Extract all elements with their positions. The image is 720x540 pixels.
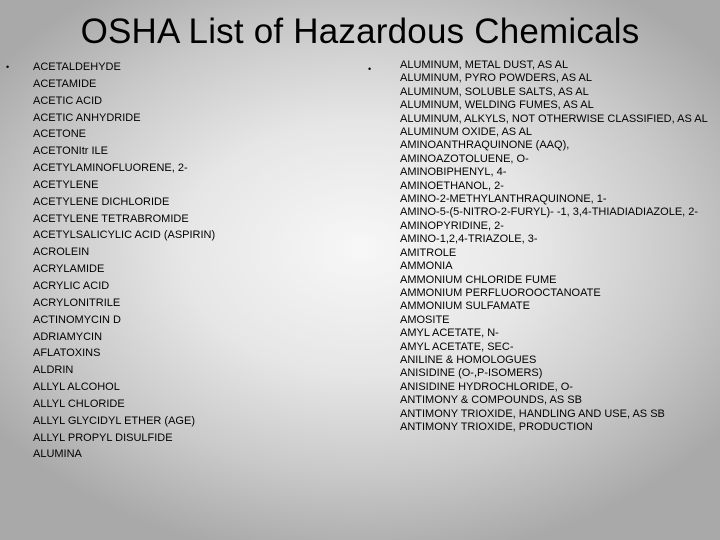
- chemical-item: AMOSITE: [400, 313, 450, 326]
- chemical-item: ACETYLENE DICHLORIDE: [33, 195, 170, 208]
- chemical-item: ANTIMONY & COMPOUNDS, AS SB: [400, 394, 582, 407]
- chemical-item: AMMONIA: [400, 260, 453, 273]
- chemical-item: AMINO-1,2,4-TRIAZOLE, 3-: [400, 233, 538, 246]
- chemical-item: ALLYL ALCOHOL: [33, 381, 120, 394]
- chemical-item: AMINO-5-(5-NITRO-2-FURYL)- -1, 3,4-THIADIADIAZOLE, 2-: [400, 206, 699, 219]
- chemical-item: AMINO-2-METHYLANTHRAQUINONE, 1-: [400, 193, 607, 206]
- chemical-item: ALDRIN: [33, 364, 74, 377]
- chemical-item: ACRYLAMIDE: [33, 263, 105, 276]
- chemical-item: ACRYLIC ACID: [33, 279, 110, 292]
- chemical-item: AMITROLE: [400, 246, 457, 259]
- chemical-item: AMINOETHANOL, 2-: [400, 179, 504, 192]
- bullet-icon: •: [368, 64, 372, 74]
- chemical-item: AMINOANTHRAQUINONE (AAQ),: [400, 139, 570, 152]
- bullet-icon: •: [6, 62, 10, 72]
- chemical-item: ANISIDINE HYDROCHLORIDE, O-: [400, 380, 573, 393]
- chemical-item: ALUMINUM, METAL DUST, AS AL: [400, 59, 569, 71]
- slide-title: OSHA List of Hazardous Chemicals: [80, 12, 640, 51]
- chemical-item: ALUMINUM OXIDE, AS AL: [400, 126, 533, 139]
- chemical-item: AMMONIUM PERFLUOROOCTANOATE: [400, 286, 601, 299]
- chemical-item: ACETIC ANHYDRIDE: [33, 111, 141, 124]
- chemical-item: ACETALDEHYDE: [33, 61, 121, 73]
- chemical-item: ALUMINUM, ALKYLS, NOT OTHERWISE CLASSIFIED, AS AL: [400, 112, 708, 125]
- chemical-item: ACETYLSALICYLIC ACID (ASPIRIN): [33, 229, 216, 242]
- chemical-item: ANISIDINE (O-,P-ISOMERS): [400, 367, 543, 380]
- chemical-item: ALLYL PROPYL DISULFIDE: [33, 431, 173, 444]
- chemical-item: ACTINOMYCIN D: [33, 313, 121, 326]
- chemical-item: AMMONIUM SULFAMATE: [400, 300, 530, 313]
- chemical-item: AMYL ACETATE, SEC-: [400, 340, 514, 353]
- chemical-item: ACETAMIDE: [33, 77, 97, 90]
- chemical-item: AMINOPYRIDINE, 2-: [400, 219, 504, 232]
- chemical-item: AMINOAZOTOLUENE, O-: [400, 152, 529, 165]
- chemical-item: ACETONItr ILE: [33, 145, 108, 158]
- chemical-item: ADRIAMYCIN: [33, 330, 103, 343]
- chemical-item: ANILINE & HOMOLOGUES: [400, 353, 537, 366]
- chemical-item: AMYL ACETATE, N-: [400, 327, 499, 340]
- chemical-list-left: [33, 59, 338, 463]
- chemical-item: ALLYL GLYCIDYL ETHER (AGE): [33, 414, 195, 427]
- chemical-item: ACETYLAMINOFLUORENE, 2-: [33, 162, 188, 175]
- chemical-item: ACETONE: [33, 128, 86, 141]
- chemical-item: ALUMINUM, WELDING FUMES, AS AL: [400, 99, 594, 112]
- chemical-item: ACETIC ACID: [33, 94, 103, 107]
- chemical-list-right: [400, 59, 718, 434]
- chemical-item: ANTIMONY TRIOXIDE, PRODUCTION: [400, 420, 593, 433]
- chemical-item: ACETYLENE TETRABROMIDE: [33, 212, 189, 225]
- chemical-item: ANTIMONY TRIOXIDE, HANDLING AND USE, AS SB: [400, 407, 665, 420]
- chemical-item: ACROLEIN: [33, 246, 90, 259]
- chemical-item: ALLYL CHLORIDE: [33, 397, 125, 410]
- chemical-item: AMINOBIPHENYL, 4-: [400, 166, 507, 179]
- chemical-item: ALUMINUM, PYRO POWDERS, AS AL: [400, 72, 592, 85]
- chemical-item: ACETYLENE: [33, 178, 99, 191]
- chemical-item: ACRYLONITRILE: [33, 296, 121, 309]
- chemical-item: AMMONIUM CHLORIDE FUME: [400, 273, 557, 286]
- chemical-item: ALUMINUM, SOLUBLE SALTS, AS AL: [400, 85, 589, 98]
- chemical-item: ALUMINA: [33, 448, 82, 461]
- chemical-item: AFLATOXINS: [33, 347, 101, 360]
